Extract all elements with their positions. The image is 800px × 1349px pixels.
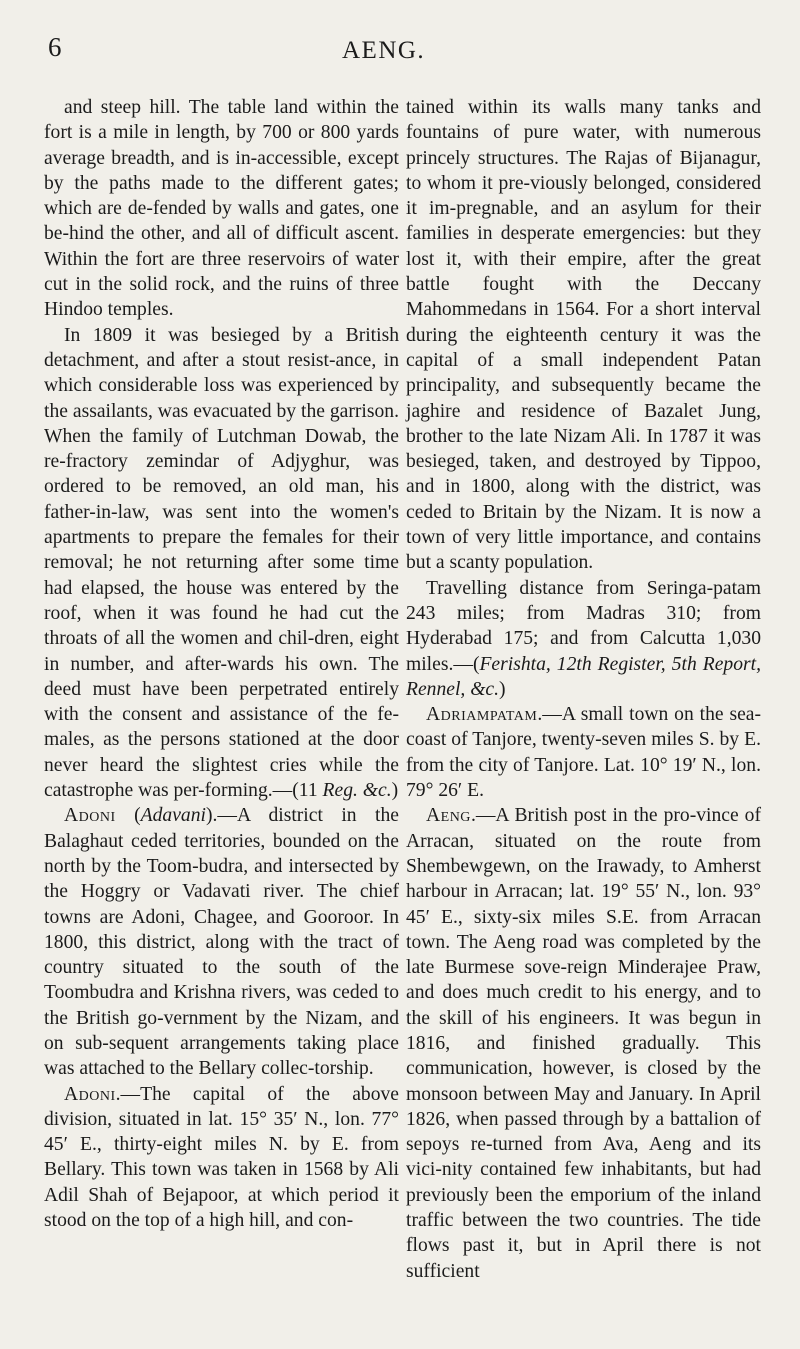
italic-text: Ferishta, 12th Register, 5th Report, Rennel, &c. (406, 653, 761, 700)
text-run: tained within its walls many tanks and fountains of pure water, with numerous princely structures. The Rajas of Bijanagur, to whom it pre-viously belonged, considered it im-pregnable, and an asylum for their families in desperate emergencies: but they lost it, with their empire, after the great battle fought with the Deccany Mahommedans in 1564. For a short interval during the eighteenth century it was the capital of a small independent Patan principality, and subsequently became the jaghire and residence of Bazalet Jung, brother to the late Nizam Ali. In 1787 it was besieged, taken, and destroyed by Tippoo, and in 1800, along with the district, was ceded to Britain by the Nizam. It is now a town of very little importance, and contains but a scanty population. (406, 97, 761, 574)
italic-text: Adavani (140, 805, 206, 827)
entry-heading: Adriampatam (426, 704, 538, 726)
text-run: ).—A district in the Balaghaut ceded territories, bounded on the north by the Toom-budra, and intersected by the Hoggry or Vadavati river. The chief towns are Adoni, Chagee, and Gooroor. In 1800, this district, along with the tract of country situated to the south of the Toombudra and Krishna rivers, was ceded to the British go-vernment by the Nizam, and on sub-sequent arrangements taking place was attached to the Bellary collec-torship. (44, 805, 399, 1080)
paragraph (44, 1082, 399, 1234)
paragraph (406, 803, 761, 1284)
entry-heading: Adoni (64, 1083, 116, 1105)
text-run: .—A British post in the pro-vince of Arracan, situated on the route from Shembewgewn, on the Irawady, to Amherst harbour in Arracan; lat. 19° 55′ N., lon. 93° 45′ E., sixty-six miles S.E. from Arracan town. The Aeng road was completed by the late Burmese sove-reign Minderajee Praw, and does much credit to his energy, and to the skill of his engineers. It was begun in 1816, and finished gradually. This communication, however, is closed by the monsoon between May and January. In April 1826, when passed through by a battalion of sepoys re-turned from Ava, Aeng and its vici-nity contained few inhabitants, but had previously been the emporium of the inland traffic between the two countries. The tide flows past it, but in April there is not sufficient (406, 805, 761, 1282)
text-run: ( (115, 805, 141, 827)
entry-heading: Aeng (426, 805, 471, 827)
running-head: AENG. (342, 37, 426, 64)
text-run: ) (499, 678, 506, 700)
text-run: and steep hill. The table land within the fort is a mile in length, by 700 or 800 yards average breadth, and is in-accessible, except by the paths made to the different gates; which are de-fended by walls and gates, one be-hind the other, and all of difficult ascent. Within the fort are three reservoirs of water cut in the solid rock, and the ruins of three Hindoo temples. (44, 97, 399, 321)
paragraph (406, 576, 761, 702)
text-run: .—A small town on the sea-coast of Tanjore, twenty-seven miles S. by E. from the city of Tanjore. Lat. 10° 19′ N., lon. 79° 26′ E. (406, 704, 761, 802)
paragraph (44, 323, 399, 804)
paragraph (406, 95, 761, 576)
text-run: Travelling distance from Seringa-patam 243 miles; from Madras 310; from Hyderabad 175; and from Calcutta 1,030 miles.—( (406, 577, 761, 675)
text-run: In 1809 it was besieged by a British detachment, and after a stout resist-ance, in which considerable loss was experienced by the assailants, was evacuated by the garrison. When the family of Lutchman Dowab, the re-fractory zemindar of Adjyghur, was ordered to be removed, an old man, his father-in-law, was sent into the women's apartments to prepare the females for their removal; he not returning after some time had elapsed, the house was entered by the roof, when it was found he had cut the throats of all the women and chil-dren, eight in number, and after-wards his own. The deed must have been perpetrated entirely with the consent and assistance of the fe-males, as the persons stationed at the door never heard the slightest cries while the catastrophe was per-forming.—(11 (44, 324, 399, 802)
page-number: 6 (48, 32, 62, 62)
entry-heading: Adoni (64, 805, 116, 827)
text-run: ) (391, 780, 399, 802)
paragraph (406, 702, 761, 803)
italic-text: Reg. &c. (322, 780, 392, 802)
paragraph (44, 803, 399, 1081)
right-column (406, 95, 761, 1284)
left-column (44, 95, 399, 1233)
text-run: .—The capital of the above division, situated in lat. 15° 35′ N., lon. 77° 45′ E., thirty-eight miles N. by E. from Bellary. This town was taken in 1568 by Ali Adil Shah of Bejapoor, at which period it stood on the top of a high hill, and con- (44, 1083, 399, 1232)
paragraph (44, 95, 399, 323)
